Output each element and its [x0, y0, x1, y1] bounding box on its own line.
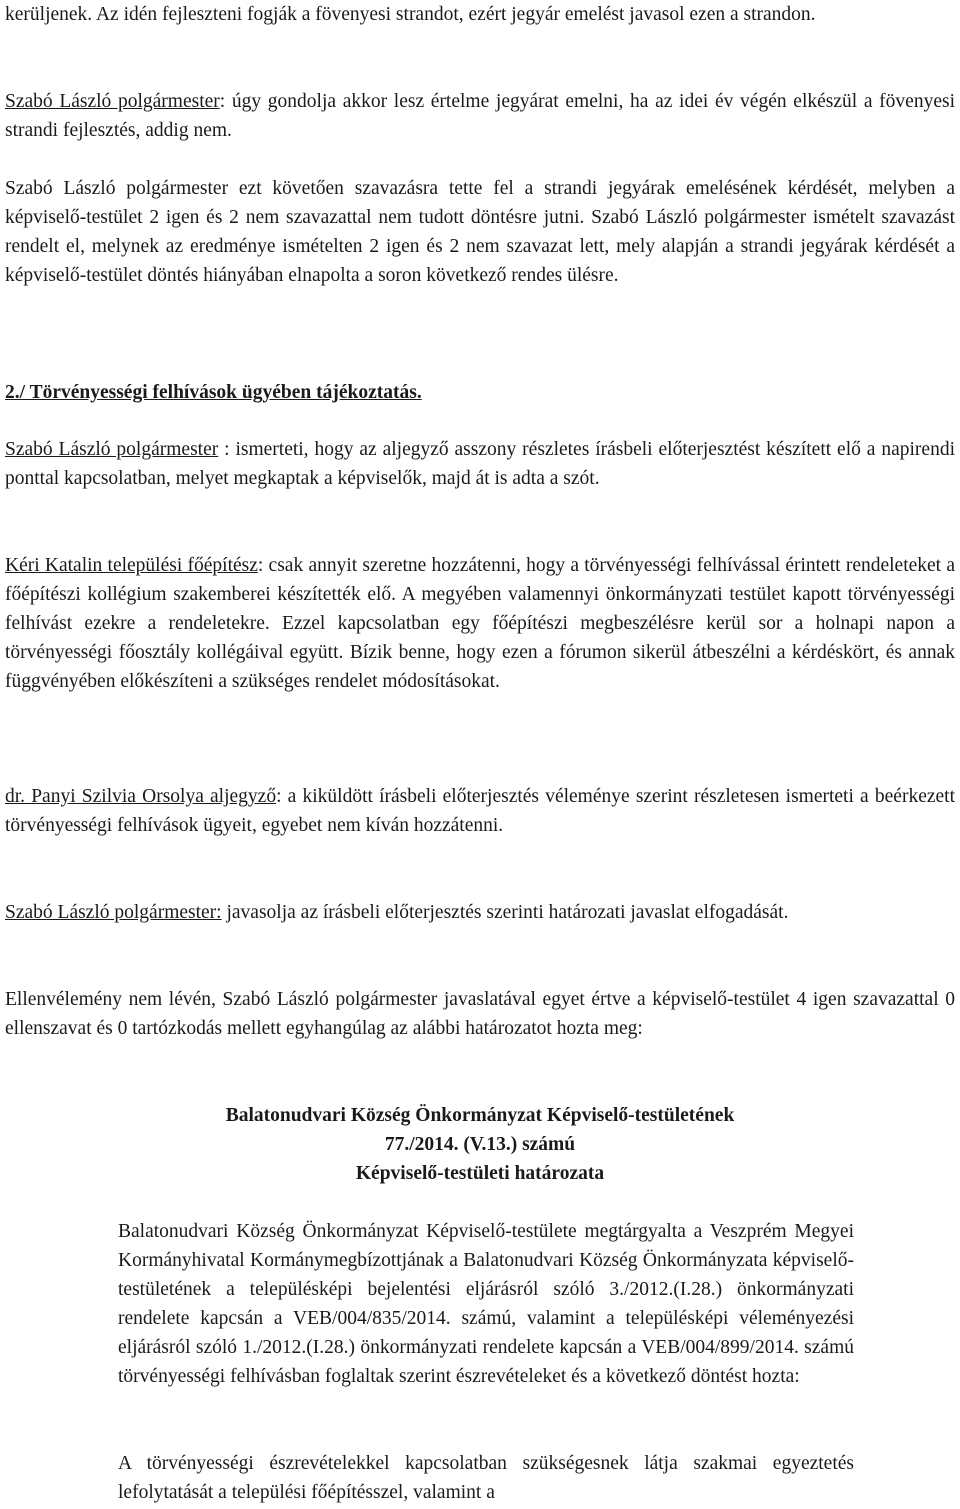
- paragraph-text: : ismerteti, hogy az aljegyző asszony részletes írásbeli előterjesztést készített elő a napirendi ponttal kapcsolatban, melyet megkaptak a képviselők, majd át is adta a szót.: [5, 439, 955, 489]
- paragraph-chief-architect: [5, 551, 955, 696]
- section-heading: 2./ Törvényességi felhívások ügyében tájékoztatás.: [5, 382, 422, 403]
- paragraph-text: javasolja az írásbeli előterjesztés szerinti határozati javaslat elfogadását.: [221, 902, 789, 923]
- resolution-number: 77./2014. (V.13.) számú: [384, 1134, 576, 1155]
- resolution-subtitle: Képviselő-testületi határozata: [355, 1163, 605, 1184]
- paragraph-mayor-proposal: [5, 898, 955, 927]
- paragraph-strand-intro: kerüljenek. Az idén fejleszteni fogják a fövenyesi strandot, ezért jegyár emelést javasol ezen a strandon.: [5, 4, 816, 25]
- paragraph-text: : úgy gondolja akkor lesz értelme jegyárat emelni, ha az idei év végén elkészül a fövenyesi strandi fejlesztés, addig nem.: [5, 91, 955, 141]
- paragraph-deputy-notary: [5, 782, 955, 840]
- speaker-name: Kéri Katalin települési főépítész: [5, 555, 258, 576]
- paragraph-mayor-intro: [5, 435, 955, 493]
- speaker-name: Szabó László polgármester:: [5, 902, 222, 923]
- speaker-name: Szabó László polgármester: [5, 91, 220, 112]
- speaker-name: dr. Panyi Szilvia Orsolya aljegyző: [5, 786, 277, 807]
- resolution-title: Balatonudvari Község Önkormányzat Képviselő-testületének: [225, 1105, 735, 1126]
- paragraph-decision-intro: Ellenvélemény nem lévén, Szabó László polgármester javaslatával egyet értve a képviselő-testület 4 igen szavazattal 0 ellenszavat és 0 tartózkodás mellett egyhangúlag az alábbi határozatot hozta meg:: [5, 989, 955, 1039]
- paragraph-vote-result: Szabó László polgármester ezt követően szavazásra tette fel a strandi jegyárak emelésének kérdését, melyben a képviselő-testület 2 igen és 2 nem szavazattal nem tudott döntésre jutni. Szabó László polgármester ismételt szavazást rendelt el, melynek az eredménye ismételten 2 igen és 2 nem szavazat lett, mely alapján a strandi jegyárak kérdését a képviselő-testület döntés hiányában elnapolta a soron következő rendes ülésre.: [5, 178, 955, 286]
- speaker-name: Szabó László polgármester: [5, 439, 219, 460]
- paragraph-text: : a kiküldött írásbeli előterjesztés véleménye szerint részletesen ismerteti a beérkezett törvényességi felhívások ügyeit, egyebet nem kíván hozzátenni.: [5, 786, 955, 836]
- resolution-body: Balatonudvari Község Önkormányzat Képviselő-testülete megtárgyalta a Veszprém Megyei Kormányhivatal Kormánymegbízottjának a Balatonudvari Község Önkormányzata képviselő-testületének a településképi bejelentési eljárásról szóló 3./2012.(I.28.) önkormányzati rendelete kapcsán a VEB/004/835/2014. számú, valamint a településképi véleményezési eljárásról szóló 1./2012.(I.28.) önkormányzati rendelete kapcsán a VEB/004/899/2014. számú törvényességi felhívásban foglaltak szerint észrevételeket és a következő döntést hozta:: [118, 1221, 854, 1387]
- paragraph-mayor-reply: [5, 87, 955, 145]
- paragraph-text: : csak annyit szeretne hozzátenni, hogy a törvényességi felhívással érintett rendeleteket a főépítészi kollégium szakemberei készítették elő. A megyében valamennyi önkormányzati testület kapott törvényességi felhívást ezekre a rendeletekre. Ezzel kapcsolatban egy főépítészi megbeszélésre kerül sor a holnapi napon a törvényességi főosztály kollégáival együtt. Bízik benne, hogy ezen a fórumon sikerül átbeszélni a kérdéskört, és annak függvényében előkészíteni a szükséges rendelet módosításokat.: [5, 555, 955, 692]
- resolution-decision: A törvényességi észrevételekkel kapcsolatban szükségesnek látja szakmai egyeztetés lefolytatását a települési főépítésszel, valamint a: [118, 1453, 854, 1503]
